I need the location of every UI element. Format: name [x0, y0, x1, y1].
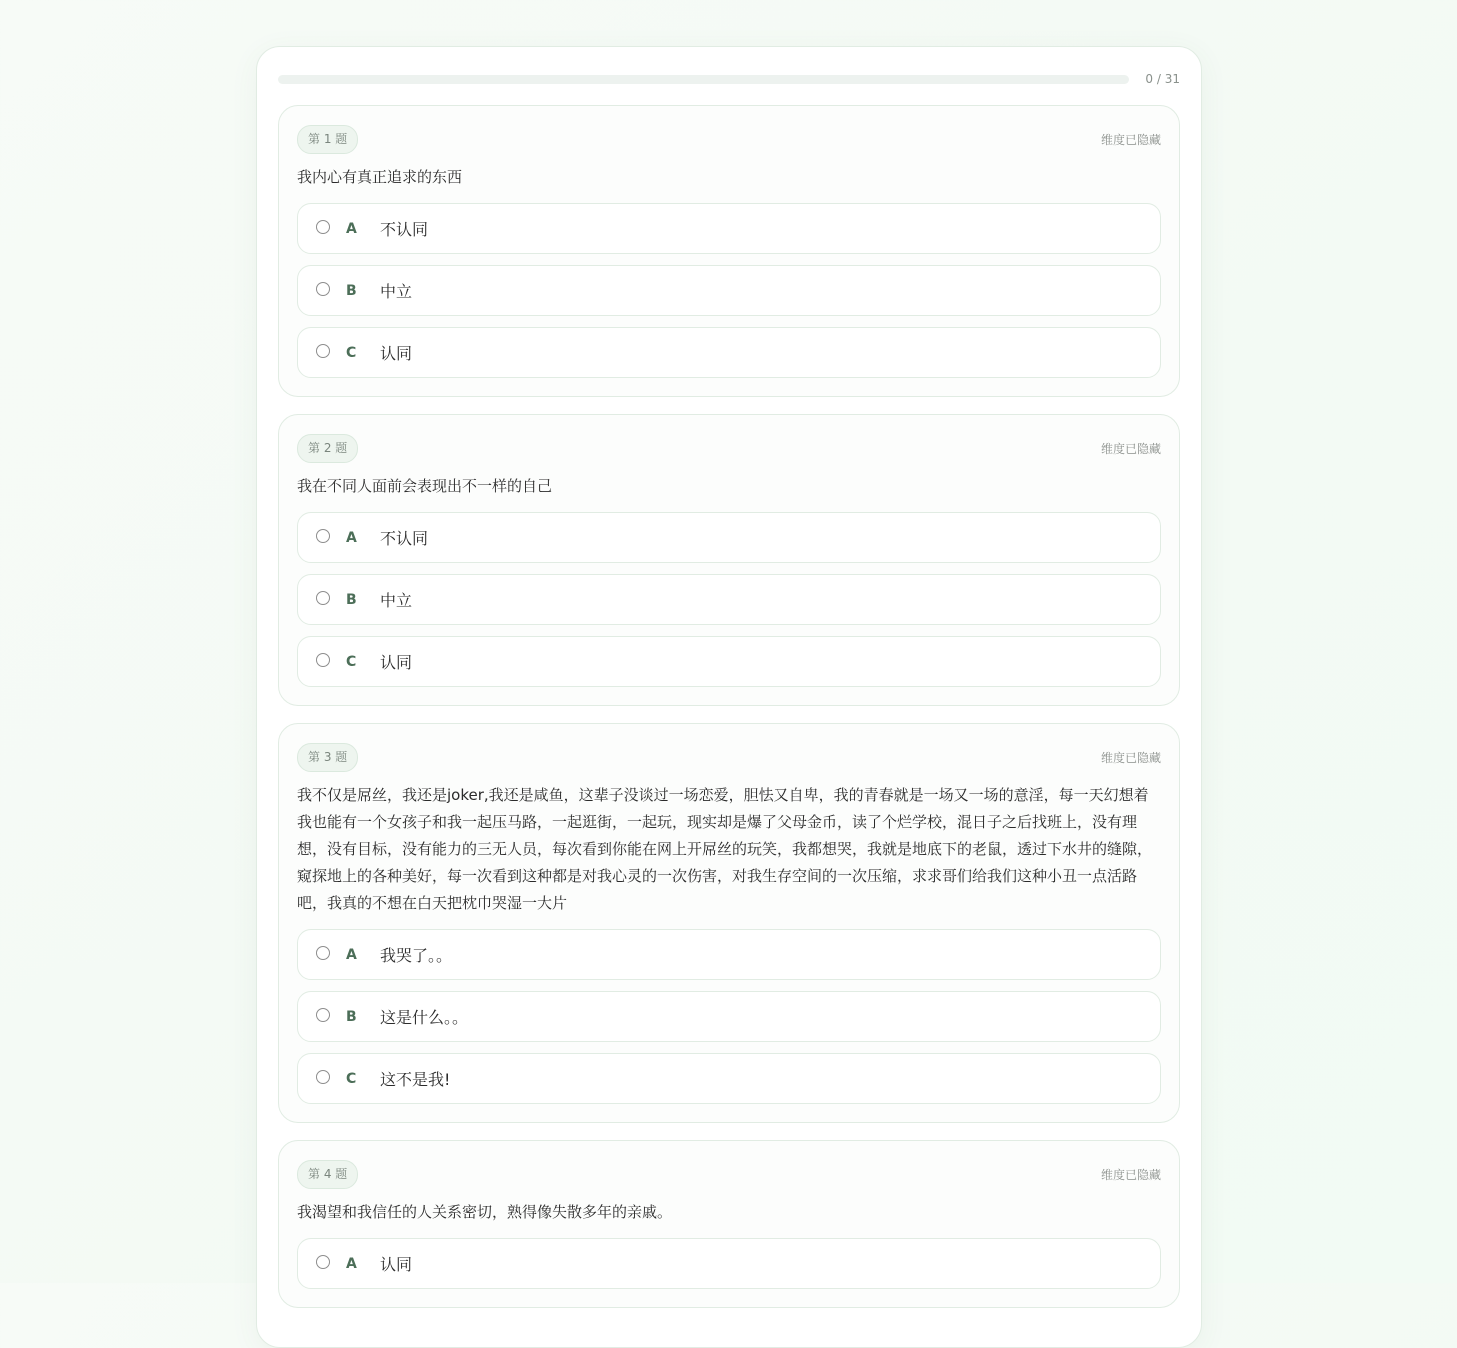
question-text: 我不仅是屌丝，我还是joker,我还是咸鱼，这辈子没谈过一场恋爱，胆怯又自卑，我的青春就是一场又一场的意淫，每一天幻想着我也能有一个女孩子和我一起压马路，一起逛街，一起玩，现实却是爆了父母金币，读了个烂学校，混日子之后找班上，没有理想，没有目标，没有能力的三无人员，每次看到你能在网上开屌丝的玩笑，我都想哭，我就是地底下的老鼠，透过下水井的缝隙，窥探地上的各种美好，每一次看到这种都是对我心灵的一次伤害，对我生存空间的一次压缩，求求哥们给我们这种小丑一点活路吧，我真的不想在白天把枕巾哭湿一大片 — [297, 786, 1153, 912]
radio-button-icon[interactable] — [316, 946, 330, 960]
question-header — [297, 125, 1161, 153]
option-letter: B — [346, 1008, 357, 1025]
radio-button-icon[interactable] — [316, 1070, 330, 1084]
option-list — [297, 512, 1161, 687]
option-letter: C — [346, 1070, 357, 1087]
option-text: 不认同 — [380, 220, 429, 239]
question-number-badge: 第 3 题 — [297, 743, 358, 772]
progress-bar — [278, 75, 1129, 84]
dimension-hidden-label: 维度已隐藏 — [1100, 132, 1161, 147]
option-a[interactable] — [297, 929, 1161, 980]
option-c[interactable] — [297, 1053, 1161, 1104]
option-c[interactable] — [297, 327, 1161, 378]
option-text: 认同 — [380, 1255, 413, 1274]
question-number-badge: 第 2 题 — [297, 434, 358, 463]
option-list — [297, 1238, 1161, 1289]
question-number-badge: 第 1 题 — [297, 125, 358, 154]
option-letter: B — [346, 282, 357, 299]
option-text: 认同 — [380, 344, 413, 363]
option-a[interactable] — [297, 512, 1161, 563]
option-letter: B — [346, 591, 357, 608]
progress-count: 0 / 31 — [1145, 72, 1180, 86]
option-c[interactable] — [297, 636, 1161, 687]
dimension-hidden-label: 维度已隐藏 — [1100, 1167, 1161, 1182]
option-text: 不认同 — [380, 529, 429, 548]
radio-button-icon[interactable] — [316, 282, 330, 296]
radio-button-icon[interactable] — [316, 529, 330, 543]
dimension-hidden-label: 维度已隐藏 — [1100, 750, 1161, 765]
option-list — [297, 929, 1161, 1104]
question-card — [278, 105, 1180, 397]
question-header — [297, 1160, 1161, 1188]
question-text: 我渴望和我信任的人关系密切，熟得像失散多年的亲戚。 — [297, 1203, 673, 1221]
option-letter: A — [346, 1255, 357, 1272]
option-list — [297, 203, 1161, 378]
option-a[interactable] — [297, 1238, 1161, 1289]
radio-button-icon[interactable] — [316, 591, 330, 605]
option-text: 中立 — [380, 591, 413, 610]
option-text: 我哭了。。 — [380, 946, 453, 965]
question-number-badge: 第 4 题 — [297, 1160, 358, 1189]
option-b[interactable] — [297, 991, 1161, 1042]
question-text: 我在不同人面前会表现出不一样的自己 — [297, 477, 553, 495]
radio-button-icon[interactable] — [316, 653, 330, 667]
option-letter: A — [346, 220, 357, 237]
option-text: 中立 — [380, 282, 413, 301]
radio-button-icon[interactable] — [316, 344, 330, 358]
progress-row — [278, 73, 1180, 85]
option-letter: A — [346, 946, 357, 963]
radio-button-icon[interactable] — [316, 1255, 330, 1269]
option-text: 这是什么。。 — [380, 1008, 469, 1027]
question-text: 我内心有真正追求的东西 — [297, 168, 463, 186]
option-text: 这不是我! — [380, 1070, 451, 1089]
question-card — [278, 723, 1180, 1123]
option-a[interactable] — [297, 203, 1161, 254]
radio-button-icon[interactable] — [316, 1008, 330, 1022]
option-letter: A — [346, 529, 357, 546]
question-card — [278, 414, 1180, 706]
option-letter: C — [346, 344, 357, 361]
question-header — [297, 743, 1161, 771]
question-list — [278, 105, 1180, 1325]
option-b[interactable] — [297, 574, 1161, 625]
quiz-container — [256, 46, 1202, 1348]
dimension-hidden-label: 维度已隐藏 — [1100, 441, 1161, 456]
option-b[interactable] — [297, 265, 1161, 316]
option-letter: C — [346, 653, 357, 670]
radio-button-icon[interactable] — [316, 220, 330, 234]
option-text: 认同 — [380, 653, 413, 672]
question-header — [297, 434, 1161, 462]
